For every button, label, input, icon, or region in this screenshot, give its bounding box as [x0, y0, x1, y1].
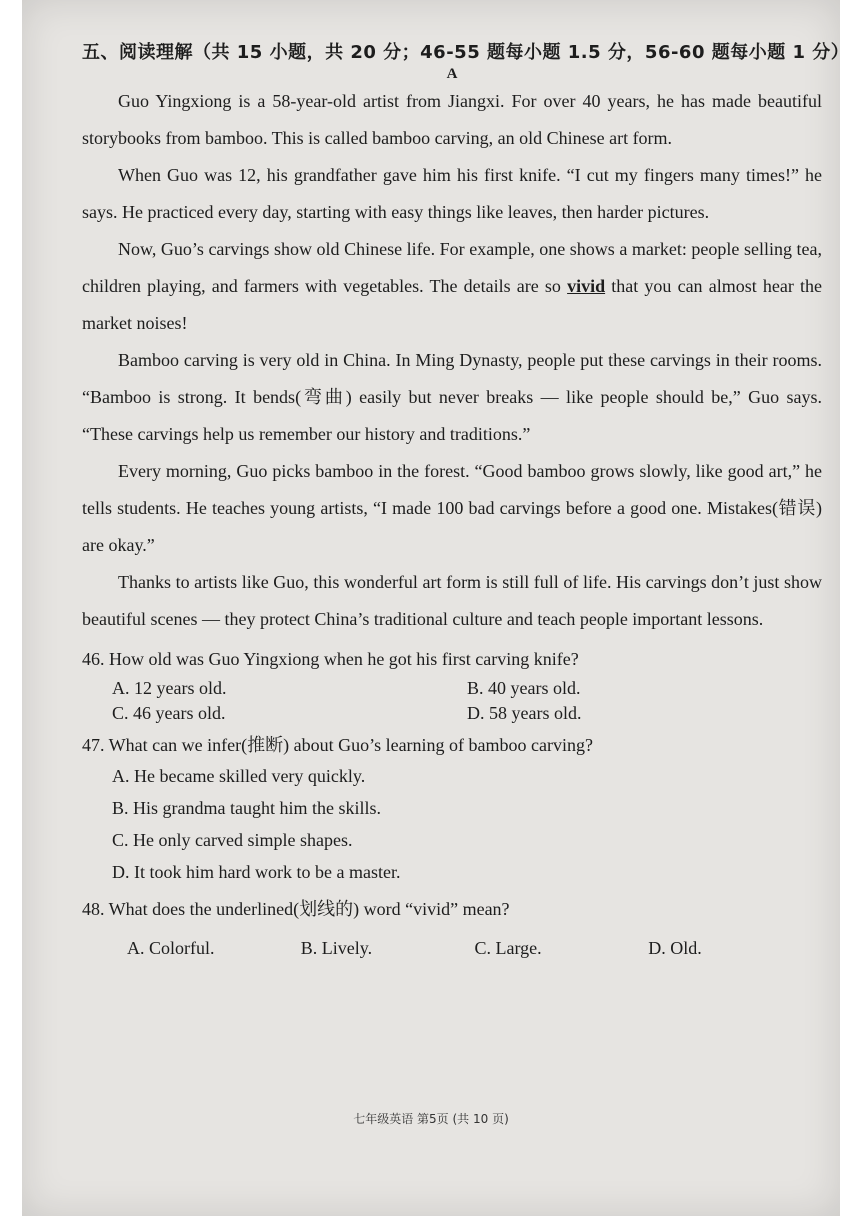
- passage-paragraph-4: Bamboo carving is very old in China. In Ming Dynasty, people put these carvings in their rooms. “Bamboo is strong. It bends(弯曲) easily but never breaks — like people should be,” Guo says. “These carvings help us remember our history and traditions.”: [82, 350, 822, 444]
- question-48-option-a: A. Colorful.: [127, 938, 215, 958]
- section-title: 五、阅读理解（共 15 小题，共 20 分；46-55 题每小题 1.5 分，56-60 题每小题 1 分）: [82, 42, 850, 63]
- question-48-option-d: D. Old.: [648, 938, 702, 958]
- question-46-options: [112, 678, 822, 724]
- passage-paragraph-1: Guo Yingxiong is a 58-year-old artist from Jiangxi. For over 40 years, he has made beautiful storybooks from bamboo. This is called bamboo carving, an old Chinese art form.: [82, 91, 822, 148]
- question-47-options: [112, 760, 822, 888]
- question-46-option-b: B. 40 years old.: [467, 678, 581, 698]
- question-48-stem: 48. What does the underlined(划线的) word “vivid” mean?: [82, 899, 510, 919]
- exam-page: [22, 0, 850, 1216]
- question-46-option-a: A. 12 years old.: [112, 678, 227, 698]
- question-48-option-b: B. Lively.: [300, 938, 373, 958]
- question-48-options: [127, 938, 822, 959]
- underlined-word-vivid: vivid: [567, 276, 606, 296]
- page-content: [82, 30, 850, 959]
- passage-label: A: [446, 66, 458, 82]
- paragraph-3-text-before: Now, Guo’s carvings show old Chinese life. For example, one shows a market: people selling tea, children playing, and farmers with vegetables. The details are so: [82, 239, 822, 296]
- paragraph-3-text-after: that you can almost hear the market noises!: [82, 276, 822, 333]
- passage-paragraph-2: When Guo was 12, his grandfather gave him his first knife. “I cut my fingers many times!” he says. He practiced every day, starting with easy things like leaves, then harder pictures.: [82, 165, 822, 222]
- passage-paragraph-6: Thanks to artists like Guo, this wonderful art form is still full of life. His carvings don’t just show beautiful scenes — they protect China’s traditional culture and teach people important lessons.: [82, 572, 822, 629]
- question-48-option-c: C. Large.: [474, 938, 542, 958]
- question-47-option-b: B. His grandma taught him the skills.: [112, 798, 381, 818]
- question-47-option-d: D. It took him hard work to be a master.: [112, 862, 401, 882]
- question-46-option-d: D. 58 years old.: [467, 703, 582, 723]
- question-46-option-c: C. 46 years old.: [112, 703, 226, 723]
- question-47-option-a: A. He became skilled very quickly.: [112, 766, 366, 786]
- passage-paragraph-3: [82, 231, 822, 342]
- question-46-stem: 46. How old was Guo Yingxiong when he got his first carving knife?: [82, 649, 579, 669]
- page-footer: 七年级英语 第5页 (共 10 页): [353, 1112, 509, 1126]
- question-47-option-c: C. He only carved simple shapes.: [112, 830, 353, 850]
- question-47-stem: 47. What can we infer(推断) about Guo’s learning of bamboo carving?: [82, 735, 594, 755]
- passage-paragraph-5: Every morning, Guo picks bamboo in the forest. “Good bamboo grows slowly, like good art,” he tells students. He teaches young artists, “I made 100 bad carvings before a good one. Mistakes(错误) are okay.”: [82, 461, 822, 555]
